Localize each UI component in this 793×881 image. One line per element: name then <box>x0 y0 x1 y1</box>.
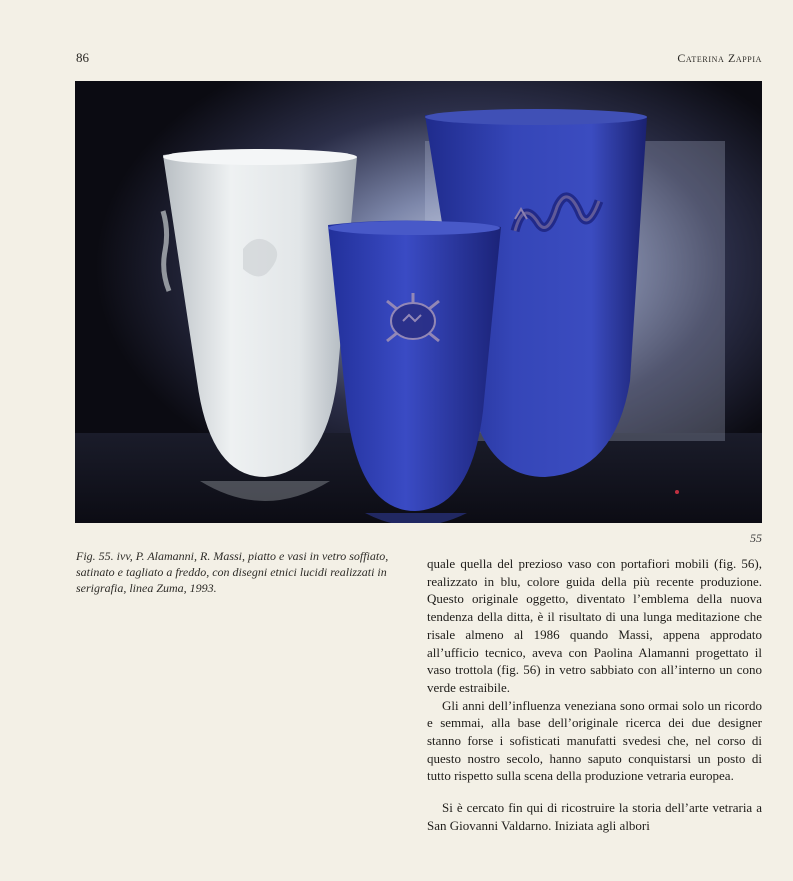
caption-text: ivv, P. Alamanni, R. Massi, piatto e vasi in vetro soffiato, satinato e tagliato a freddo, con disegni etnici lucidi realizzati in serigrafia, linea Zuma, 1993. <box>76 549 389 595</box>
paragraph: Si è cercato fin qui di ricostruire la storia dell’arte vetraria a San Giovanni Valdarno. Iniziata agli albori <box>427 800 762 833</box>
red-dot-reflection <box>675 490 679 494</box>
figure-number: 55 <box>750 531 762 545</box>
page-number: 86 <box>76 50 89 65</box>
body-text <box>427 555 762 835</box>
caption-label: Fig. 55. <box>76 549 114 563</box>
vase-photograph <box>75 81 762 523</box>
vase-photo-illustration <box>75 81 762 523</box>
figure-caption <box>76 548 391 596</box>
paragraph: Gli anni dell’influenza veneziana sono ormai solo un ricordo e semmai, alla base dell’originale ricerca dei due designer stanno forse i sofisticati manufatti svedesi che, nel corso di questo nostro secolo, hanno saputo conquistarsi un posto di tutto rispetto sulla scena della produzione vetraria europea. <box>427 697 762 784</box>
running-head: Caterina Zappia <box>677 51 762 65</box>
paragraph: quale quella del prezioso vaso con portafiori mobili (fig. 56), realizzato in blu, colore guida della più recente produzione. Questo originale oggetto, diventato l’emblema della nuova tendenza della ditta, è il risultato di una lunga meditazione che risale almeno al 1986 quando Massi, appena approdato all’ufficio tecnico, aveva con Paolina Alamanni progettato il vaso trottola (fig. 56) in vetro sabbiato con all’interno un cono verde estraibile. <box>427 556 762 695</box>
